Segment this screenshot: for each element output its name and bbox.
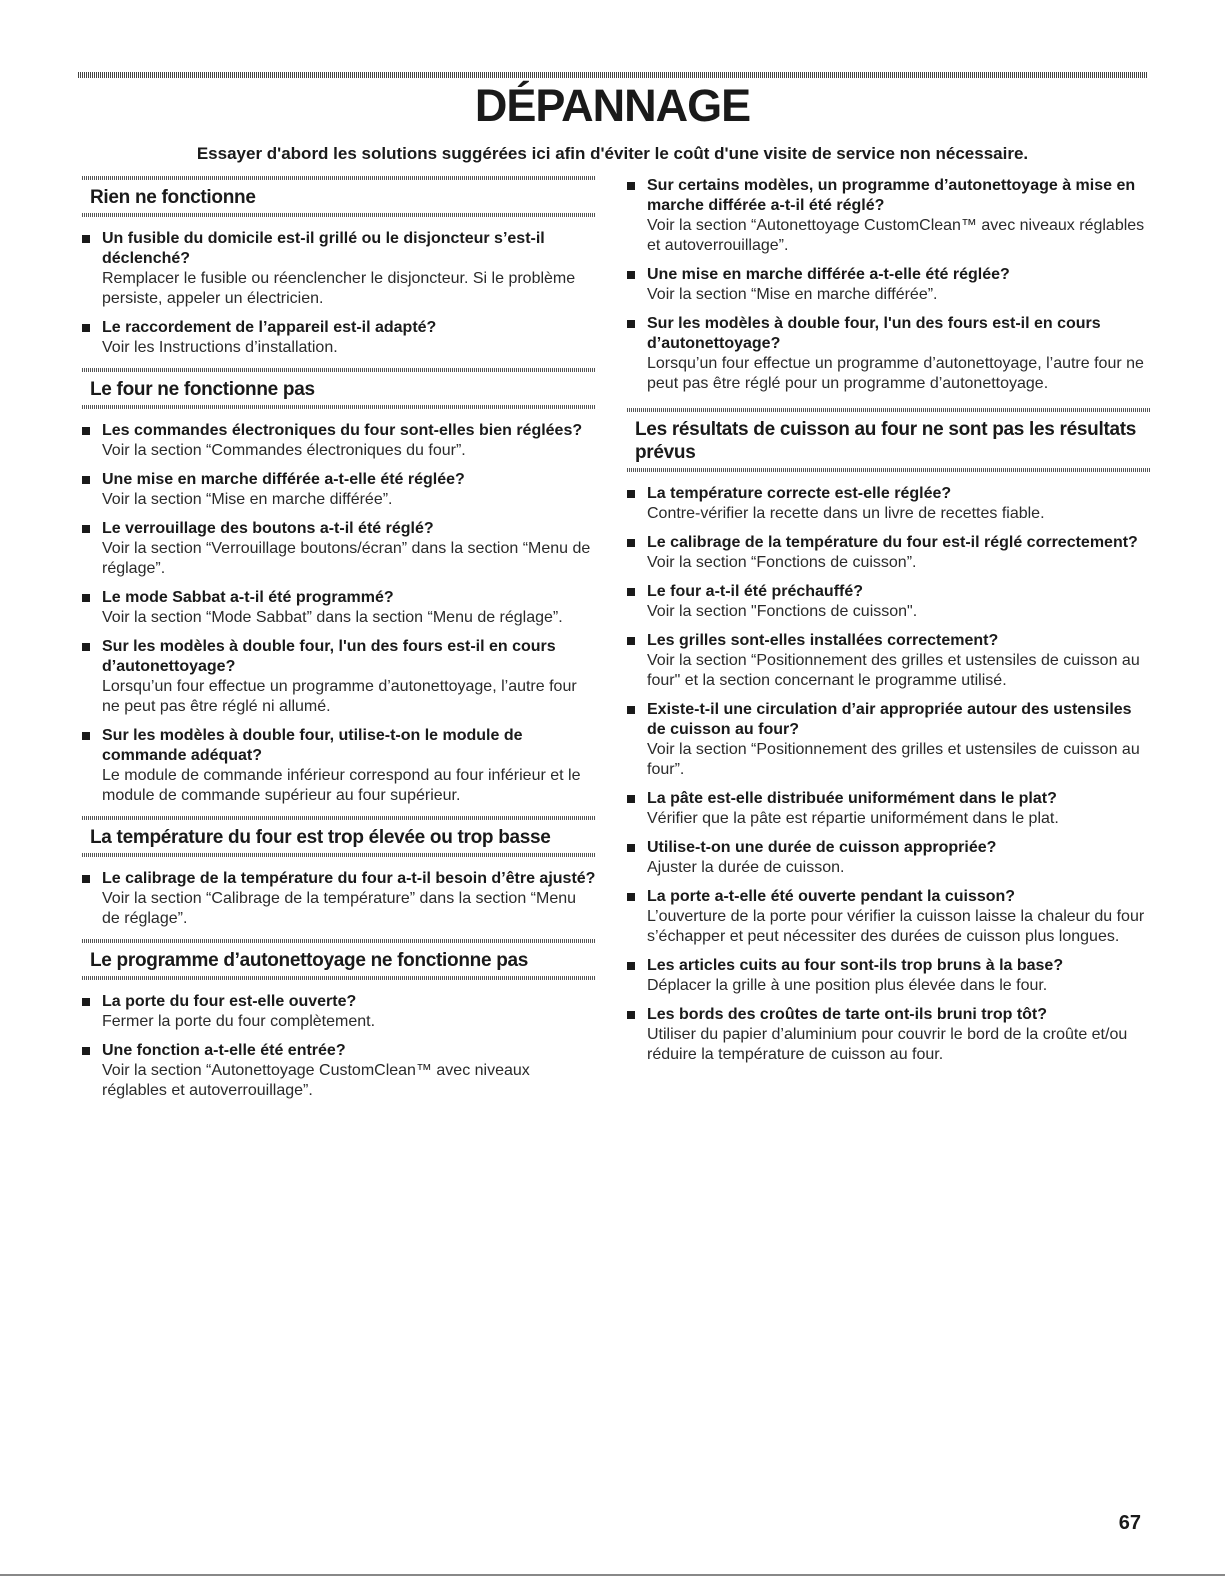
question: Existe-t-il une circulation d’air appropriée autour des ustensiles de cuisson au four? (647, 701, 1132, 738)
square-bullet-icon (627, 271, 635, 279)
answer: Le module de commande inférieur correspond au four inférieur et le module de commande supérieur au four supérieur. (102, 767, 581, 804)
section-divider (82, 816, 596, 820)
page-subtitle: Essayer d'abord les solutions suggérées ici afin d'éviter le coût d'une visite de service non nécessaire. (196, 144, 1029, 163)
list-item (82, 637, 596, 717)
answer: Contre-vérifier la recette dans un livre de recettes fiable. (647, 505, 1045, 522)
section-divider (82, 939, 596, 943)
right-column (627, 176, 1150, 1075)
answer: Ajuster la durée de cuisson. (647, 859, 845, 876)
square-bullet-icon (627, 844, 635, 852)
list-item (627, 700, 1150, 780)
section-resultats-cuisson (627, 408, 1150, 1065)
list-item (627, 265, 1150, 305)
question: Les articles cuits au four sont-ils trop bruns à la base? (647, 957, 1064, 974)
square-bullet-icon (627, 539, 635, 547)
list-item (82, 726, 596, 806)
list-item (627, 789, 1150, 829)
square-bullet-icon (82, 1047, 90, 1055)
answer: Voir la section “Mise en marche différée”. (102, 491, 393, 508)
page-title: DÉPANNAGE (474, 80, 751, 131)
square-bullet-icon (627, 588, 635, 596)
square-bullet-icon (627, 490, 635, 498)
question: Sur les modèles à double four, utilise-t-on le module de commande adéquat? (102, 727, 523, 764)
square-bullet-icon (82, 476, 90, 484)
square-bullet-icon (82, 324, 90, 332)
list-item (82, 588, 596, 628)
item-list (82, 229, 596, 358)
question: La porte du four est-elle ouverte? (102, 993, 357, 1010)
question: Un fusible du domicile est-il grillé ou le disjoncteur s’est-il déclenché? (102, 230, 545, 267)
question: Les commandes électroniques du four sont-elles bien réglées? (102, 422, 583, 439)
list-item (627, 887, 1150, 947)
answer: Voir la section “Autonettoyage CustomClean™ avec niveaux réglables et autoverrouillage”. (102, 1062, 530, 1099)
section-divider (82, 176, 596, 180)
section-header (82, 939, 596, 980)
answer: Voir la section “Mise en marche différée”. (647, 286, 938, 303)
square-bullet-icon (627, 706, 635, 714)
list-item (627, 314, 1150, 394)
square-bullet-icon (627, 182, 635, 190)
answer: Voir la section “Verrouillage boutons/écran” dans la section “Menu de réglage”. (102, 540, 591, 577)
question: Une mise en marche différée a-t-elle été réglée? (647, 266, 1010, 283)
square-bullet-icon (82, 594, 90, 602)
square-bullet-icon (627, 1011, 635, 1019)
list-item (82, 470, 596, 510)
question: La pâte est-elle distribuée uniformément dans le plat? (647, 790, 1057, 807)
list-item (82, 318, 596, 358)
answer: Utiliser du papier d’aluminium pour couvrir le bord de la croûte et/ou réduire la température de cuisson au four. (647, 1026, 1128, 1063)
question: Le calibrage de la température du four a-t-il besoin d’être ajusté? (102, 870, 596, 887)
question: Utilise-t-on une durée de cuisson appropriée? (647, 839, 997, 856)
section-header (82, 176, 596, 217)
page-number: 67 (1118, 1512, 1141, 1534)
square-bullet-icon (82, 875, 90, 883)
list-item (627, 484, 1150, 524)
section-divider (82, 368, 596, 372)
section-temperature-four (82, 816, 596, 929)
bottom-edge-line (0, 1574, 1225, 1576)
question: Le mode Sabbat a-t-il été programmé? (102, 589, 394, 606)
square-bullet-icon (627, 962, 635, 970)
top-divider (78, 72, 1147, 78)
list-item (82, 229, 596, 309)
square-bullet-icon (627, 637, 635, 645)
answer: Voir la section “Positionnement des grilles et ustensiles de cuisson au four”. (647, 741, 1140, 778)
answer: Lorsqu’un four effectue un programme d’autonettoyage, l’autre four ne peut pas être réglé pour un programme d’autonettoyage. (647, 355, 1144, 392)
list-item (627, 631, 1150, 691)
list-item (627, 176, 1150, 256)
section-title: Le four ne fonctionne pas (90, 379, 315, 400)
list-item (627, 582, 1150, 622)
section-divider (82, 405, 596, 409)
item-list (627, 484, 1150, 1065)
square-bullet-icon (82, 235, 90, 243)
answer: Voir la section “Fonctions de cuisson”. (647, 554, 917, 571)
answer: Lorsqu’un four effectue un programme d’autonettoyage, l’autre four ne peut pas être réglé ni allumé. (102, 678, 577, 715)
question: Sur certains modèles, un programme d’autonettoyage à mise en marche différée a-t-il été réglé? (647, 177, 1136, 214)
list-item (627, 1005, 1150, 1065)
section-header (82, 816, 596, 857)
section-divider (627, 468, 1150, 472)
section-header (627, 408, 1150, 472)
item-list (82, 869, 596, 929)
question: Le four a-t-il été préchauffé? (647, 583, 864, 600)
answer: Voir la section “Mode Sabbat” dans la section “Menu de réglage”. (102, 609, 563, 626)
square-bullet-icon (82, 427, 90, 435)
question: Les grilles sont-elles installées correctement? (647, 632, 999, 649)
section-autonettoyage (82, 939, 596, 1101)
square-bullet-icon (82, 732, 90, 740)
question: Sur les modèles à double four, l'un des fours est-il en cours d’autonettoyage? (102, 638, 556, 675)
answer: Fermer la porte du four complètement. (102, 1013, 376, 1030)
square-bullet-icon (82, 643, 90, 651)
section-divider (82, 853, 596, 857)
answer: Voir la section "Fonctions de cuisson". (647, 603, 918, 620)
list-item (627, 956, 1150, 996)
list-item (82, 1041, 596, 1101)
answer: Voir les Instructions d’installation. (102, 339, 338, 356)
section-rien-ne-fonctionne (82, 176, 596, 358)
item-list (82, 421, 596, 806)
answer: Déplacer la grille à une position plus élevée dans le four. (647, 977, 1048, 994)
answer: Vérifier que la pâte est répartie uniformément dans le plat. (647, 810, 1059, 827)
list-item (627, 533, 1150, 573)
question: Le calibrage de la température du four est-il réglé correctement? (647, 534, 1138, 551)
section-divider (82, 213, 596, 217)
list-item (82, 421, 596, 461)
answer: Remplacer le fusible ou réenclencher le disjoncteur. Si le problème persiste, appeler un électricien. (102, 270, 576, 307)
section-title: Le programme d’autonettoyage ne fonctionne pas (90, 950, 529, 971)
question: Les bords des croûtes de tarte ont-ils bruni trop tôt? (647, 1006, 1048, 1023)
answer: Voir la section “Positionnement des grilles et ustensiles de cuisson au four" et la section concernant le programme utilisé. (647, 652, 1140, 689)
question: Une mise en marche différée a-t-elle été réglée? (102, 471, 465, 488)
square-bullet-icon (82, 525, 90, 533)
square-bullet-icon (627, 320, 635, 328)
section-divider (627, 408, 1150, 412)
list-item (627, 838, 1150, 878)
list-item (82, 869, 596, 929)
answer: Voir la section “Autonettoyage CustomClean™ avec niveaux réglables et autoverrouillage”. (647, 217, 1145, 254)
item-list (627, 176, 1150, 394)
section-header (82, 368, 596, 409)
question: Une fonction a-t-elle été entrée? (102, 1042, 346, 1059)
section-title: La température du four est trop élevée ou trop basse (90, 827, 551, 848)
section-divider (82, 976, 596, 980)
question: Sur les modèles à double four, l'un des fours est-il en cours d’autonettoyage? (647, 315, 1101, 352)
question: Le raccordement de l’appareil est-il adapté? (102, 319, 437, 336)
list-item (82, 519, 596, 579)
section-title: Rien ne fonctionne (90, 187, 256, 208)
answer: Voir la section “Commandes électroniques du four”. (102, 442, 466, 459)
question: La porte a-t-elle été ouverte pendant la cuisson? (647, 888, 1016, 905)
item-list (82, 992, 596, 1101)
question: La température correcte est-elle réglée? (647, 485, 952, 502)
section-title: Les résultats de cuisson au four ne sont pas les résultats prévus (635, 419, 1137, 463)
answer: Voir la section “Calibrage de la température” dans la section “Menu de réglage”. (102, 890, 577, 927)
section-four-ne-fonctionne-pas (82, 368, 596, 806)
list-item (82, 992, 596, 1032)
question: Le verrouillage des boutons a-t-il été réglé? (102, 520, 434, 537)
square-bullet-icon (627, 795, 635, 803)
square-bullet-icon (82, 998, 90, 1006)
square-bullet-icon (627, 893, 635, 901)
answer: L’ouverture de la porte pour vérifier la cuisson laisse la chaleur du four s’échapper et peut nécessiter des durées de cuisson plus longues. (647, 908, 1145, 945)
left-column (82, 176, 596, 1111)
